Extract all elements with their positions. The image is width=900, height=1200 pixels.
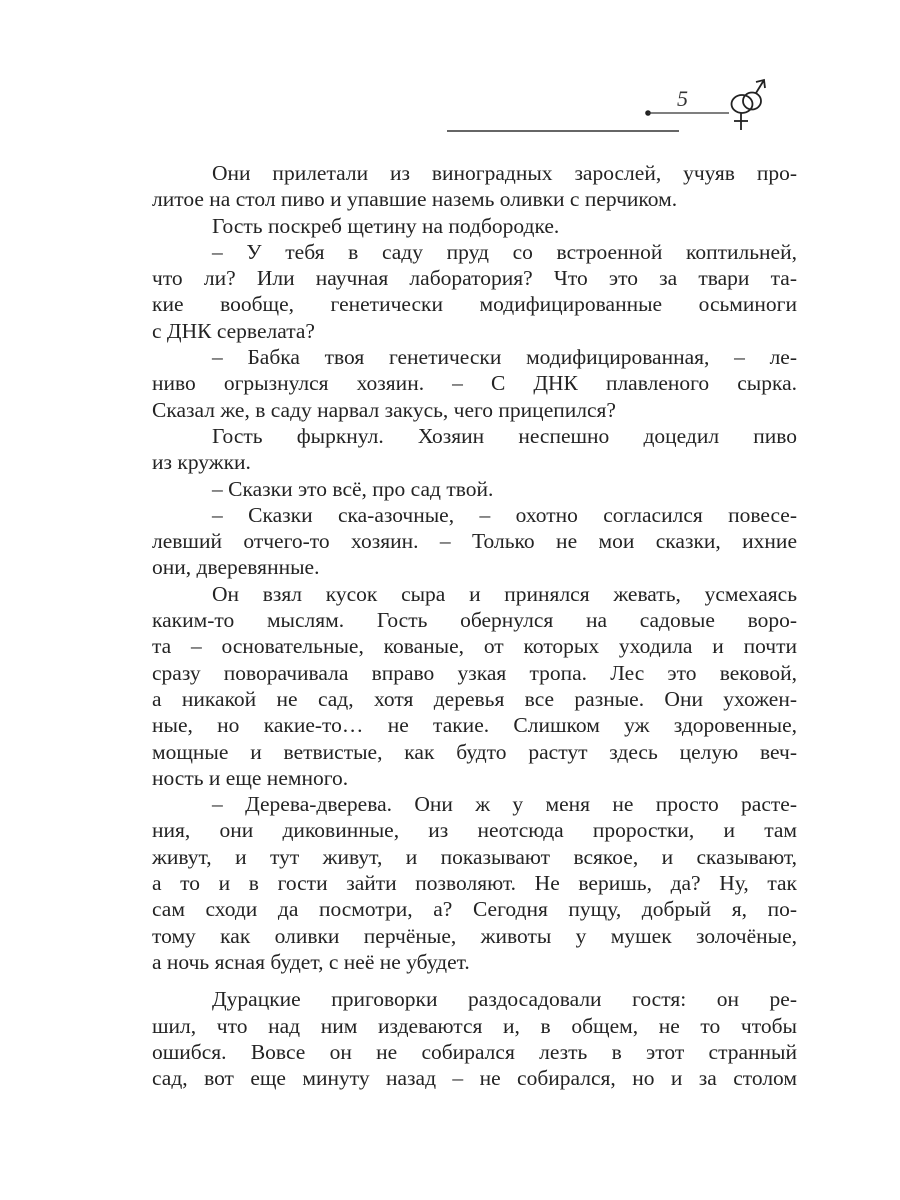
paragraph: [152, 476, 797, 502]
text-line: ошибся. Вовсе он не собирался лезть в этот странный: [152, 1039, 797, 1064]
paragraph: [152, 791, 797, 975]
text-line: – Сказки ска-азочные, – охотно согласился повесе-: [212, 502, 797, 527]
paragraph: [152, 502, 797, 581]
text-line: – Дерева-дверева. Они ж у меня не просто расте-: [212, 792, 797, 817]
text-line: Сказал же, в саду нарвал закусь, чего прицепился?: [152, 397, 616, 422]
text-line: сразу поворачивала вправо узкая тропа. Лес это вековой,: [152, 660, 797, 685]
page-number: 5: [677, 86, 688, 111]
text-line: мощные и ветвистые, как будто растут здесь целую веч-: [152, 739, 797, 764]
text-line: та – основательные, кованые, от которых уходила и почти: [152, 634, 797, 659]
text-line: а ночь ясная будет, с неё не убудет.: [152, 949, 470, 974]
text-line: с ДНК сервелата?: [152, 318, 315, 343]
paragraph: [152, 344, 797, 423]
paragraph: [152, 213, 797, 239]
paragraph: [152, 986, 797, 1091]
text-line: ния, они диковинные, из неотсюда проростки, и там: [152, 818, 797, 843]
text-line: Дурацкие приговорки раздосадовали гостя: он ре-: [212, 987, 797, 1012]
text-line: шил, что над ним издеваются и, в общем, не то чтобы: [152, 1013, 797, 1038]
text-line: кие вообще, генетически модифицированные осьминоги: [152, 292, 797, 317]
text-line: а то и в гости зайти позволяют. Не веришь, да? Ну, так: [152, 871, 797, 896]
text-line: сад, вот еще минуту назад – не собирался, но и за столом: [152, 1066, 797, 1091]
body-text: [152, 160, 797, 1091]
text-line: ность и еще немного.: [152, 765, 349, 790]
text-line: – У тебя в саду пруд со встроенной коптильней,: [212, 239, 797, 264]
text-line: левший отчего-то хозяин. – Только не мои сказки, ихние: [152, 529, 797, 554]
text-line: Он взял кусок сыра и принялся жевать, усмехаясь: [212, 581, 797, 606]
text-line: литое на стол пиво и упавшие наземь оливки с перчиком.: [152, 187, 678, 212]
paragraph: [152, 423, 797, 476]
text-line: они, дверевянные.: [152, 555, 320, 580]
text-line: Они прилетали из виноградных зарослей, учуяв про-: [212, 161, 797, 185]
text-line: тому как оливки перчёные, животы у мушек золочёные,: [152, 923, 797, 948]
paragraph: [152, 160, 797, 213]
text-line: а никакой не сад, хотя деревья все разные. Они ухожен-: [152, 686, 797, 711]
text-line: – Сказки это всё, про сад твой.: [212, 476, 494, 501]
text-line: каким-то мыслям. Гость обернулся на садовые воро-: [152, 608, 797, 633]
text-line: из кружки.: [152, 450, 251, 475]
text-line: что ли? Или научная лаборатория? Что это за твари та-: [152, 266, 797, 291]
text-line: Гость фыркнул. Хозяин неспешно доцедил пиво: [212, 423, 797, 448]
text-line: сам сходи да посмотри, а? Сегодня пущу, добрый я, по-: [152, 897, 797, 922]
text-line: ниво огрызнулся хозяин. – С ДНК плавленого сырка.: [152, 371, 797, 396]
text-line: – Бабка твоя генетически модифицированная, – ле-: [212, 345, 797, 370]
paragraph: [152, 239, 797, 344]
text-line: Гость поскреб щетину на подбородке.: [212, 213, 560, 238]
paragraph: [152, 581, 797, 791]
text-line: живут, и тут живут, и показывают всякое, и сказывают,: [152, 844, 797, 869]
male-female-symbol-icon: [732, 80, 766, 130]
running-header-ornament: [0, 0, 900, 160]
text-line: ные, но какие-то… не такие. Слишком уж здоровенные,: [152, 713, 797, 738]
